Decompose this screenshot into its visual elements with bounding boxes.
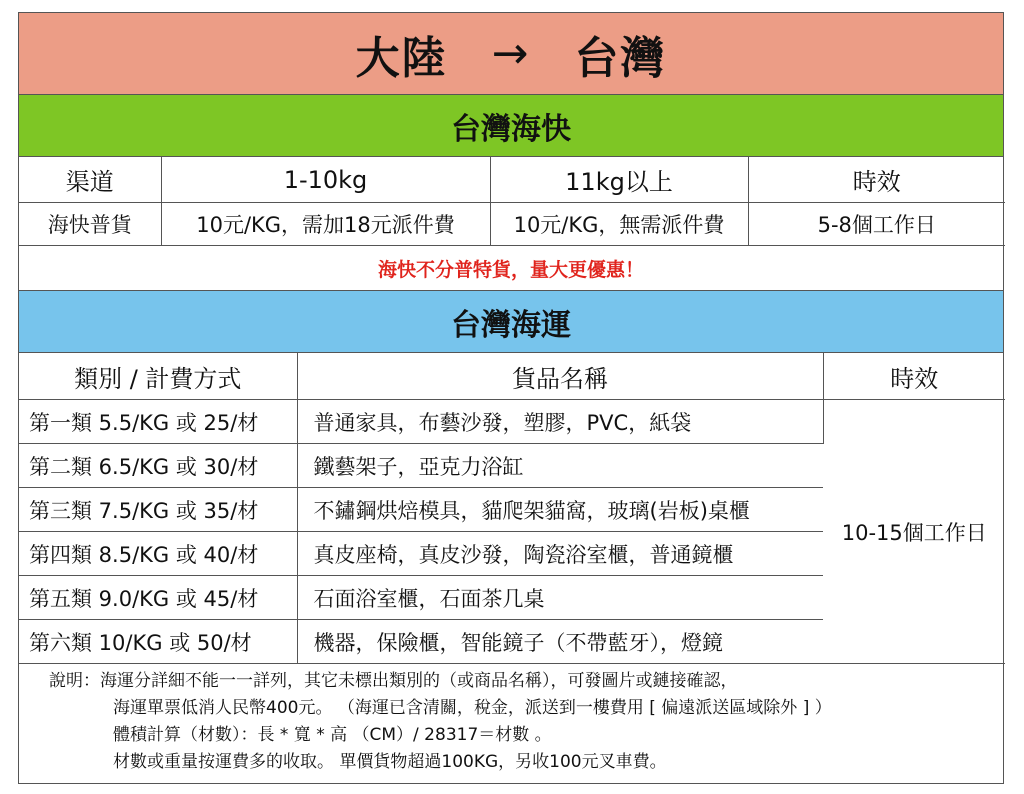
table-cell: 海快普貨: [19, 203, 161, 246]
goods-cell: 鐵藝架子，亞克力浴缸: [297, 444, 823, 488]
column-header: 時效: [748, 157, 1005, 203]
column-header: 時效: [823, 353, 1005, 400]
price-table-frame: [18, 12, 1004, 784]
sea-express-header-row: [19, 157, 1005, 203]
route-destination: 台灣: [574, 32, 667, 84]
sea-express-table: [19, 157, 1005, 246]
goods-cell: 石面浴室櫃，石面茶几桌: [297, 576, 823, 620]
sea-express-notice: 海快不分普特貨，量大更優惠！: [19, 247, 1003, 291]
note-line: 材數或重量按運費多的收取。 單價貨物超過100KG，另收100元叉車費。: [113, 752, 667, 772]
table-cell: 10元/KG，需加18元派件費: [161, 203, 490, 246]
goods-cell: 機器，保險櫃，智能鏡子（不帶藍牙），燈鏡: [297, 620, 823, 664]
category-cell: 第四類 8.5/KG 或 40/材: [19, 532, 297, 576]
column-header: 1-10kg: [161, 157, 490, 203]
sea-express-heading: 台灣海快: [19, 95, 1003, 157]
category-cell: 第三類 7.5/KG 或 35/材: [19, 488, 297, 532]
goods-cell: 普通家具，布藝沙發，塑膠，PVC，紙袋: [297, 400, 823, 444]
delivery-time-cell: 10-15個工作日: [823, 400, 1005, 664]
column-header: 11kg以上: [490, 157, 748, 203]
table-cell: 10元/KG，無需派件費: [490, 203, 748, 246]
notes-section: [19, 662, 1003, 784]
category-cell: 第六類 10/KG 或 50/材: [19, 620, 297, 664]
column-header: 貨品名稱: [297, 353, 823, 400]
sea-freight-header-row: [19, 353, 1005, 400]
note-line: 說明：海運分詳細不能一一詳列，其它未標出類別的（或商品名稱），可發圖片或鏈接確認，: [49, 671, 738, 691]
sea-freight-table: [19, 353, 1005, 664]
category-cell: 第一類 5.5/KG 或 25/材: [19, 400, 297, 444]
column-header: 渠道: [19, 157, 161, 203]
category-cell: 第二類 6.5/KG 或 30/材: [19, 444, 297, 488]
goods-cell: 不鏽鋼烘焙模具，貓爬架貓窩，玻璃(岩板)桌櫃: [297, 488, 823, 532]
route-title: [19, 13, 1003, 95]
route-origin: 大陸: [355, 32, 448, 84]
arrow-right-icon: →: [491, 28, 531, 79]
sea-freight-heading: 台灣海運: [19, 291, 1003, 353]
table-row: [19, 203, 1005, 246]
note-line: 海運單票低消人民幣400元。 （海運已含清關，稅金，派送到一樓費用 [ 偏遠派送區域除外 ] ）: [113, 698, 832, 718]
goods-cell: 真皮座椅，真皮沙發，陶瓷浴室櫃，普通鏡櫃: [297, 532, 823, 576]
table-cell: 5-8個工作日: [748, 203, 1005, 246]
note-line: 體積計算（材數）：長 * 寬 * 高 （CM）/ 28317＝材數 。: [113, 725, 552, 745]
category-cell: 第五類 9.0/KG 或 45/材: [19, 576, 297, 620]
table-row: [19, 400, 1005, 444]
column-header: 類別 / 計費方式: [19, 353, 297, 400]
